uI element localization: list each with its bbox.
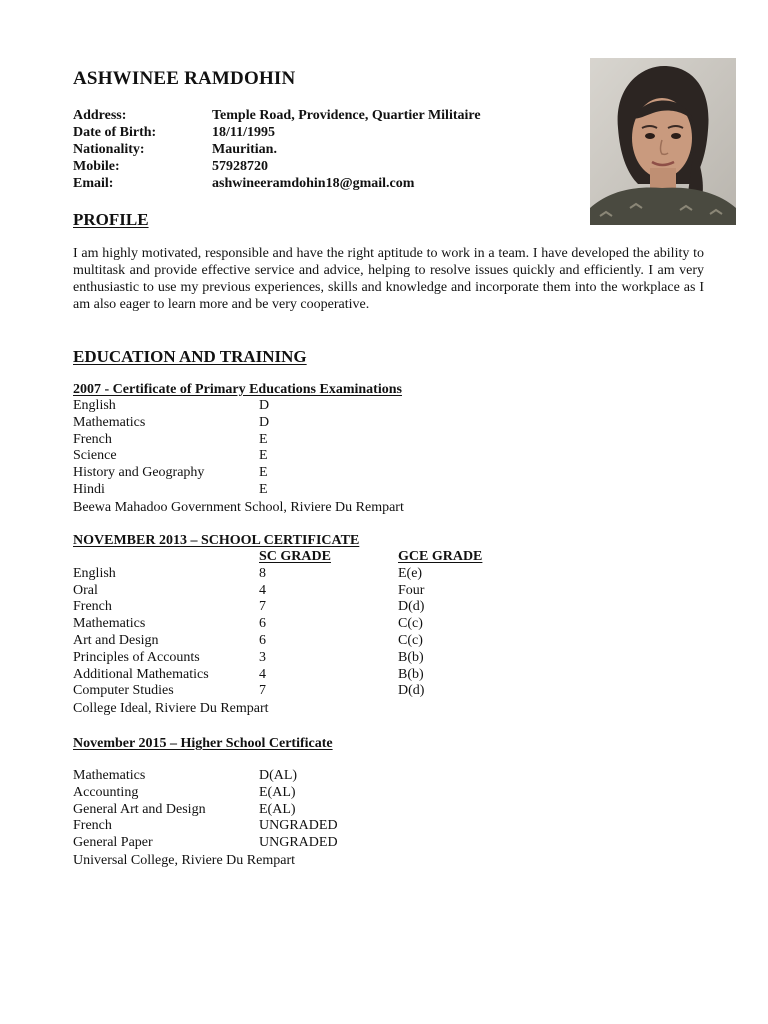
contact-row-address [73, 107, 481, 124]
sc-grade: 4 [259, 666, 266, 682]
subject-name: Computer Studies [73, 683, 174, 699]
school-name: College Ideal, Riviere Du Rempart [73, 701, 269, 717]
profile-summary: I am highly motivated, responsible and have the right aptitude to work in a team. I have developed the ability to multitask and provide effective service and advice, helping to resolve issues quickly and efficiently. I am very enthusiastic to use my previous experiences, skills and knowledge and incorporate them into the workplace as I am also eager to learn more and be very cooperative. [73, 246, 704, 312]
hsc-section [73, 735, 338, 869]
school-name: Universal College, Riviere Du Rempart [73, 852, 295, 868]
subject-name: Mathematics [73, 414, 146, 430]
sc-grade: 6 [259, 616, 266, 632]
table-row [73, 415, 404, 432]
gce-grade: Four [398, 582, 425, 598]
sc-grade-header: SC GRADE [259, 549, 331, 564]
table-row [73, 785, 338, 802]
subject-name: Science [73, 448, 117, 464]
table-row [73, 448, 404, 465]
table-row [73, 616, 482, 633]
contact-value: Mauritian. [212, 142, 277, 157]
contact-value: Temple Road, Providence, Quartier Militaire [212, 108, 481, 123]
table-row [73, 482, 404, 499]
grade: UNGRADED [259, 835, 338, 851]
gce-grade: C(c) [398, 632, 423, 648]
subject-name: French [73, 431, 112, 447]
cpe-title: 2007 - Certificate of Primary Educations Examinations [73, 382, 402, 397]
contact-label: Mobile: [73, 159, 120, 174]
subject-name: French [73, 599, 112, 615]
grade: D(AL) [259, 768, 298, 783]
subject-name: History and Geography [73, 465, 205, 481]
contact-label: Email: [73, 176, 114, 191]
subject-name: General Paper [73, 835, 153, 851]
grade: D [259, 398, 270, 413]
grade: E [259, 431, 268, 447]
gce-grade: D(d) [398, 599, 425, 615]
sc-grade: 6 [259, 632, 266, 648]
contact-label: Date of Birth: [73, 125, 157, 140]
hsc-title: November 2015 – Higher School Certificate [73, 736, 333, 751]
table-row [73, 566, 482, 583]
sc-grade: 4 [259, 582, 266, 598]
table-row [73, 432, 404, 449]
table-row [73, 683, 482, 700]
education-heading: EDUCATION AND TRAINING [73, 347, 307, 366]
contact-row-email [73, 175, 481, 192]
table-row [73, 650, 482, 667]
grade: D [259, 414, 270, 430]
subject-name: General Art and Design [73, 801, 206, 817]
gce-grade-header: GCE GRADE [398, 549, 483, 564]
subject-name: Mathematics [73, 616, 146, 632]
gce-grade: B(b) [398, 649, 424, 665]
contact-row-nationality [73, 141, 481, 158]
sc-grade: 7 [259, 683, 266, 699]
table-row [73, 599, 482, 616]
subject-name: Oral [73, 582, 98, 598]
contact-value: 18/11/1995 [212, 125, 276, 140]
grade: E [259, 448, 268, 464]
table-row [73, 835, 338, 852]
contact-details [73, 107, 481, 192]
subject-name: Mathematics [73, 768, 146, 783]
contact-value: ashwineeramdohin18@gmail.com [212, 176, 415, 191]
gce-grade: D(d) [398, 683, 425, 699]
subject-name: English [73, 565, 116, 581]
spacer [73, 752, 338, 768]
sc-table-header [73, 549, 482, 566]
table-row [73, 583, 482, 600]
sc-grade: 7 [259, 599, 266, 615]
contact-value: 57928720 [212, 159, 268, 174]
sc-grade: 3 [259, 649, 266, 665]
candidate-name: ASHWINEE RAMDOHIN [73, 68, 296, 89]
sc-grade: 8 [259, 565, 266, 581]
subject-name: Principles of Accounts [73, 649, 200, 665]
gce-grade: C(c) [398, 616, 423, 632]
portrait-image [590, 58, 736, 225]
sc-section [73, 532, 482, 717]
gce-grade: E(e) [398, 565, 423, 581]
table-row [73, 465, 404, 482]
gce-grade: B(b) [398, 666, 424, 682]
contact-label: Address: [73, 108, 127, 123]
subject-name: Additional Mathematics [73, 666, 209, 682]
subject-name: Hindi [73, 481, 105, 497]
table-row [73, 818, 338, 835]
subject-name: Accounting [73, 784, 139, 800]
profile-photo [590, 58, 736, 225]
subject-name: English [73, 398, 116, 413]
grade: E [259, 465, 268, 481]
table-row [73, 768, 338, 785]
table-row [73, 633, 482, 650]
profile-heading: PROFILE [73, 210, 149, 229]
cpe-section [73, 381, 404, 516]
table-row [73, 398, 404, 415]
subject-name: Art and Design [73, 632, 159, 648]
grade: UNGRADED [259, 818, 338, 834]
subject-name: French [73, 818, 112, 834]
table-row [73, 667, 482, 684]
grade: E(AL) [259, 784, 296, 800]
school-name: Beewa Mahadoo Government School, Riviere Du Rempart [73, 499, 404, 515]
grade: E(AL) [259, 801, 296, 817]
header-spacer [73, 549, 259, 566]
grade: E [259, 481, 268, 497]
contact-row-mobile [73, 158, 481, 175]
sc-title: NOVEMBER 2013 – SCHOOL CERTIFICATE [73, 533, 360, 548]
contact-row-dob [73, 124, 481, 141]
contact-label: Nationality: [73, 142, 145, 157]
table-row [73, 802, 338, 819]
